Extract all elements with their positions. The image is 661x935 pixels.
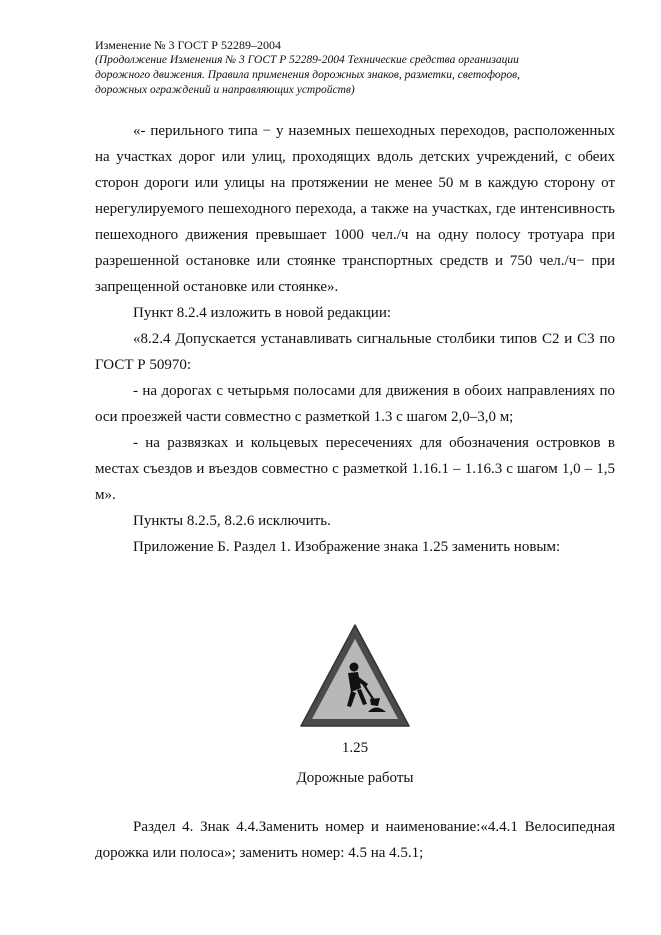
header-title: Изменение № 3 ГОСТ Р 52289–2004 <box>95 38 281 52</box>
sign-figure <box>95 622 615 788</box>
sign-caption: Дорожные работы <box>296 770 414 786</box>
document-body-continued <box>95 814 615 866</box>
road-works-sign-icon <box>298 622 412 730</box>
paragraph-junctions: - на развязках и кольцевых пересечениях для обозначения островков в местах съездов и въездов совместно с разметкой 1.16.1 – 1.16.3 с шагом 1,0 – 1,5 м». <box>95 435 615 503</box>
header-subtitle: (Продолжение Изменения № 3 ГОСТ Р 52289-2004 Технические средства организации дорожного движения. Правила применения дорожных знаков, разметки, светофоров, дорожных ограждений и направляющих устройств) <box>95 54 521 96</box>
sign-number: 1.25 <box>341 740 369 756</box>
paragraph-clause-8-2-4-intro: Пункт 8.2.4 изложить в новой редакции: <box>133 305 392 321</box>
document-body <box>95 118 615 560</box>
paragraph-clause-8-2-4: «8.2.4 Допускается устанавливать сигнальные столбики типов С2 и С3 по ГОСТ Р 50970: <box>95 331 615 373</box>
paragraph-clauses-excluded: Пункты 8.2.5, 8.2.6 исключить. <box>133 513 331 529</box>
paragraph-section-4: Раздел 4. Знак 4.4.Заменить номер и наименование:«4.4.1 Велосипедная дорожка или полоса»; заменить номер: 4.5 на 4.5.1; <box>95 819 615 861</box>
paragraph-railing-type: «- перильного типа − у наземных пешеходных переходов, расположенных на участках дорог или улиц, проходящих вдоль детских учреждений, с обеих сторон дороги или улицы на протяжении не менее 50 м в каждую сторону от нерегулируемого пешеходного перехода, а также на участках, где интенсивность пешеходного движения превышает 1000 чел./ч на одну полосу тротуара при разрешенной остановке или стоянке транспортных средств и 750 чел./ч− при запрещенной остановке или стоянке». <box>95 123 615 295</box>
paragraph-four-lane-roads: - на дорогах с четырьмя полосами для движения в обоих направлениях по оси проезжей части совместно с разметкой 1.3 с шагом 2,0–3,0 м; <box>95 383 615 425</box>
paragraph-appendix-b: Приложение Б. Раздел 1. Изображение знака 1.25 заменить новым: <box>133 539 561 555</box>
running-header <box>95 38 615 98</box>
